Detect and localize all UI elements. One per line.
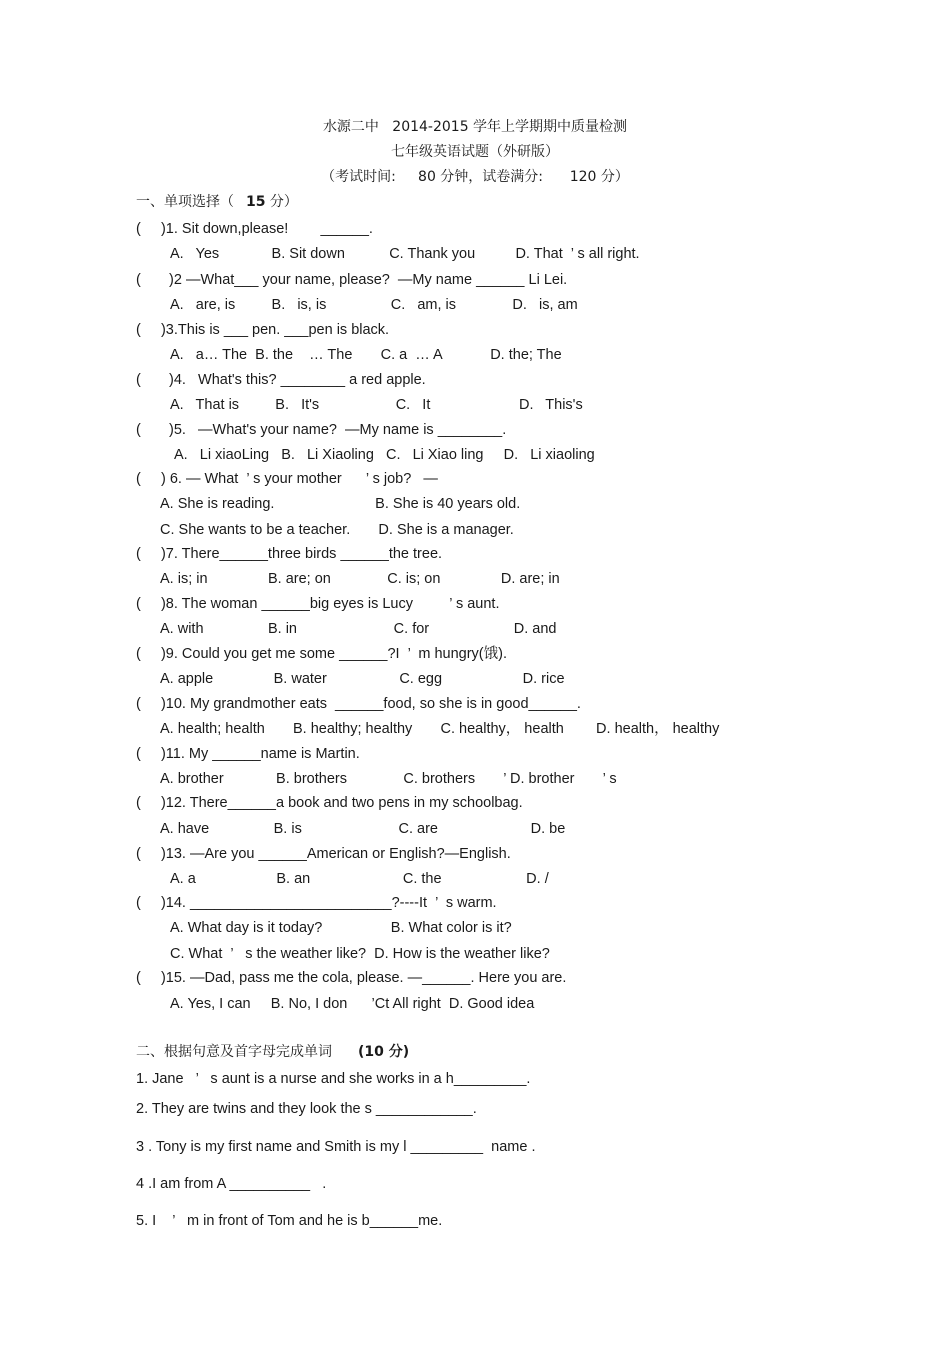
section2-points: (10 分) [358, 1044, 410, 1060]
section1-points: 15 [246, 194, 266, 210]
question-11: ( )11. My ______name is Martin. [136, 746, 360, 762]
question-10-options: A. health; health B. healthy; healthy C. healthy， health D. health， healthy [160, 721, 720, 737]
question-2-options: A. are, is B. is, is C. am, is D. is, am [170, 297, 578, 313]
fill-word-4: 4 .I am from A __________ . [136, 1176, 327, 1192]
question-14: ( )14. _________________________?----It ’ s warm. [136, 895, 497, 911]
section1-heading-text: 一、单项选择（ [136, 194, 234, 210]
question-10: ( )10. My grandmother eats ______food, so she is in good______. [136, 696, 581, 712]
fill-word-1: 1. Jane ’ s aunt is a nurse and she works in a h_________. [136, 1071, 531, 1087]
question-12-options: A. have B. is C. are D. be [160, 821, 566, 837]
fill-word-5: 5. I ’ m in front of Tom and he is b______me. [136, 1213, 443, 1229]
question-4: ( )4. What's this? ________ a red apple. [136, 372, 426, 388]
question-8: ( )8. The woman ______big eyes is Lucy ’ s aunt. [136, 596, 500, 612]
fill-word-3: 3 . Tony is my first name and Smith is my l _________ name . [136, 1139, 536, 1155]
question-5-options: A. Li xiaoLing B. Li Xiaoling C. Li Xiao ling D. Li xiaoling [174, 447, 595, 463]
question-11-options: A. brother B. brothers C. brothers ’ D. brother ’ s [160, 771, 617, 787]
fill-word-2: 2. They are twins and they look the s ____________. [136, 1101, 477, 1117]
exam-title: 水源二中 2014-2015 学年上学期期中质量检测 [322, 119, 628, 135]
question-5: ( )5. —What's your name? —My name is ________. [136, 422, 507, 438]
question-13-options: A. a B. an C. the D. / [170, 871, 549, 887]
exam-subtitle: 七年级英语试题（外研版） [391, 144, 559, 160]
question-4-options: A. That is B. It's C. It D. This's [170, 397, 583, 413]
exam-info: （考试时间: 80 分钟，试卷满分: 120 分） [321, 169, 629, 185]
question-1: ( )1. Sit down,please! ______. [136, 221, 373, 237]
question-3-options: A. a… The B. the … The C. a … A D. the; The [170, 347, 562, 363]
question-1-options: A. Yes B. Sit down C. Thank you D. That ’ s all right. [170, 246, 640, 262]
question-9-options: A. apple B. water C. egg D. rice [160, 671, 565, 687]
question-12: ( )12. There______a book and two pens in my schoolbag. [136, 795, 523, 811]
question-14-options-cd: C. What ’ s the weather like? D. How is the weather like? [170, 946, 550, 962]
section1-points-suffix: 分） [265, 194, 298, 210]
question-7-options: A. is; in B. are; on C. is; on D. are; in [160, 571, 560, 587]
question-9: ( )9. Could you get me some ______?I ’ m hungry(饿). [136, 646, 507, 662]
section1-heading [136, 193, 298, 211]
section2-heading [136, 1043, 409, 1061]
question-8-options: A. with B. in C. for D. and [160, 621, 557, 637]
question-6-options-cd: C. She wants to be a teacher. D. She is a manager. [160, 522, 514, 538]
question-3: ( )3.This is ___ pen. ___pen is black. [136, 322, 390, 338]
question-6-options-ab: A. She is reading. B. She is 40 years old. [160, 496, 521, 512]
question-6: ( ) 6. — What ’ s your mother ’ s job? — [136, 471, 438, 487]
question-15-options: A. Yes, I can B. No, I don ’Ct All right D. Good idea [170, 996, 535, 1012]
question-14-options-ab: A. What day is it today? B. What color is it? [170, 920, 512, 936]
question-13: ( )13. —Are you ______American or English?—English. [136, 846, 511, 862]
question-2: ( )2 —What___ your name, please? —My name ______ Li Lei. [136, 272, 568, 288]
section2-heading-text: 二、根据句意及首字母完成单词 [136, 1044, 332, 1060]
question-15: ( )15. —Dad, pass me the cola, please. —______. Here you are. [136, 970, 567, 986]
question-7: ( )7. There______three birds ______the tree. [136, 546, 443, 562]
